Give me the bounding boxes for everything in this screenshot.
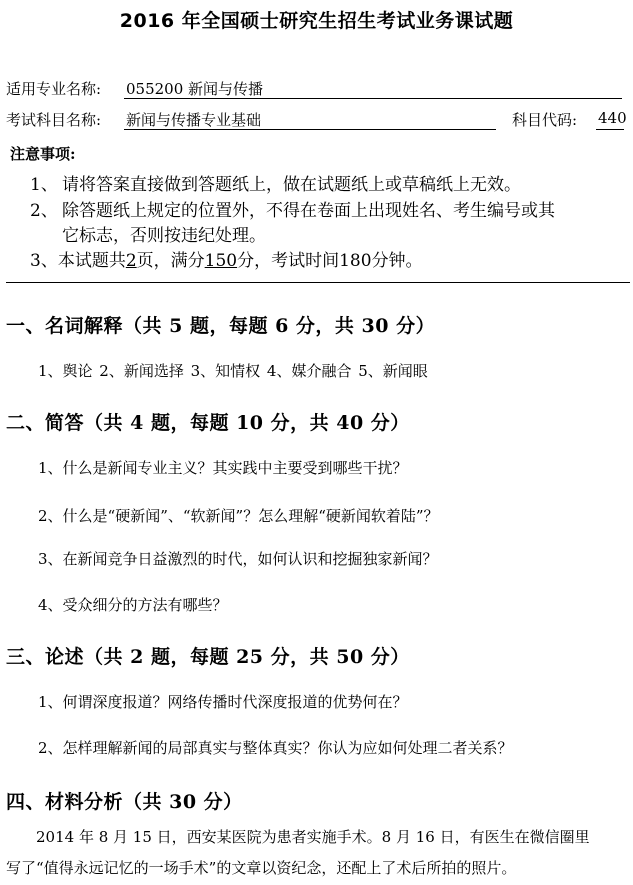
code-underline	[596, 129, 624, 130]
section-2-question-1: 1、什么是新闻专业主义？其实践中主要受到哪些干扰？	[38, 459, 408, 477]
subject-label: 考试科目名称:	[6, 111, 102, 129]
subject-underline	[124, 129, 496, 130]
code-label: 科目代码:	[512, 111, 578, 129]
note-3-time: 180	[339, 251, 372, 271]
section-2-question-4: 4、受众细分的方法有哪些？	[38, 596, 228, 614]
note-2-num: 2、	[30, 201, 58, 221]
section-2-title: 二、简答（共 4 题，每题 10 分，共 40 分）	[6, 412, 410, 434]
note-3-pages: 2	[125, 251, 137, 271]
section-3-title: 三、论述（共 2 题，每题 25 分，共 50 分）	[6, 646, 410, 668]
section-2-question-3: 3、在新闻竞争日益激烈的时代，如何认识和挖掘独家新闻？	[38, 550, 438, 568]
page-title: 2016 年全国硕士研究生招生考试业务课试题	[119, 10, 514, 32]
subject-value: 新闻与传播专业基础	[126, 111, 262, 129]
section-4-title: 四、材料分析（共 30 分）	[6, 791, 243, 813]
note-3-num: 3、	[30, 251, 58, 271]
notes-heading: 注意事项:	[10, 145, 76, 163]
material-paragraph-line-1: 2014 年 8 月 15 日，西安某医院为患者实施手术。8 月 16 日，有医生在微信圈里	[36, 828, 590, 846]
note-3-pre: 本试题共	[57, 251, 126, 271]
note-3-score: 150	[204, 251, 238, 271]
note-3-post: 分钟。	[371, 251, 423, 271]
divider-line	[6, 282, 630, 283]
note-1-num: 1、	[30, 175, 58, 195]
section-2-question-2: 2、什么是“硬新闻”、“软新闻”？怎么理解“硬新闻软着陆”？	[38, 507, 439, 525]
note-3-mid2: 分，考试时间	[237, 251, 340, 271]
material-paragraph-line-2: 写了“值得永远记忆的一场手术”的文章以资纪念，还配上了术后所拍的照片。	[6, 859, 517, 877]
major-underline	[124, 98, 622, 99]
note-3-mid1: 页，满分	[136, 251, 205, 271]
note-2-line2: 它标志，否则按违纪处理。	[62, 226, 266, 246]
major-label: 适用专业名称:	[6, 80, 102, 98]
section-3-question-2: 2、怎样理解新闻的局部真实与整体真实？你认为应如何处理二者关系？	[38, 739, 513, 757]
section-3-question-1: 1、何谓深度报道？网络传播时代深度报道的优势何在？	[38, 693, 408, 711]
section-1-terms: 1、舆论 2、新闻选择 3、知情权 4、媒介融合 5、新闻眼	[38, 362, 428, 380]
major-value: 055200 新闻与传播	[126, 80, 264, 98]
section-1-title: 一、名词解释（共 5 题，每题 6 分，共 30 分）	[6, 315, 436, 337]
note-3	[30, 246, 423, 271]
note-2-line1: 除答题纸上规定的位置外，不得在卷面上出现姓名、考生编号或其	[62, 201, 555, 221]
code-value: 440	[598, 109, 627, 127]
note-1-text: 请将答案直接做到答题纸上，做在试题纸上或草稿纸上无效。	[62, 175, 521, 195]
